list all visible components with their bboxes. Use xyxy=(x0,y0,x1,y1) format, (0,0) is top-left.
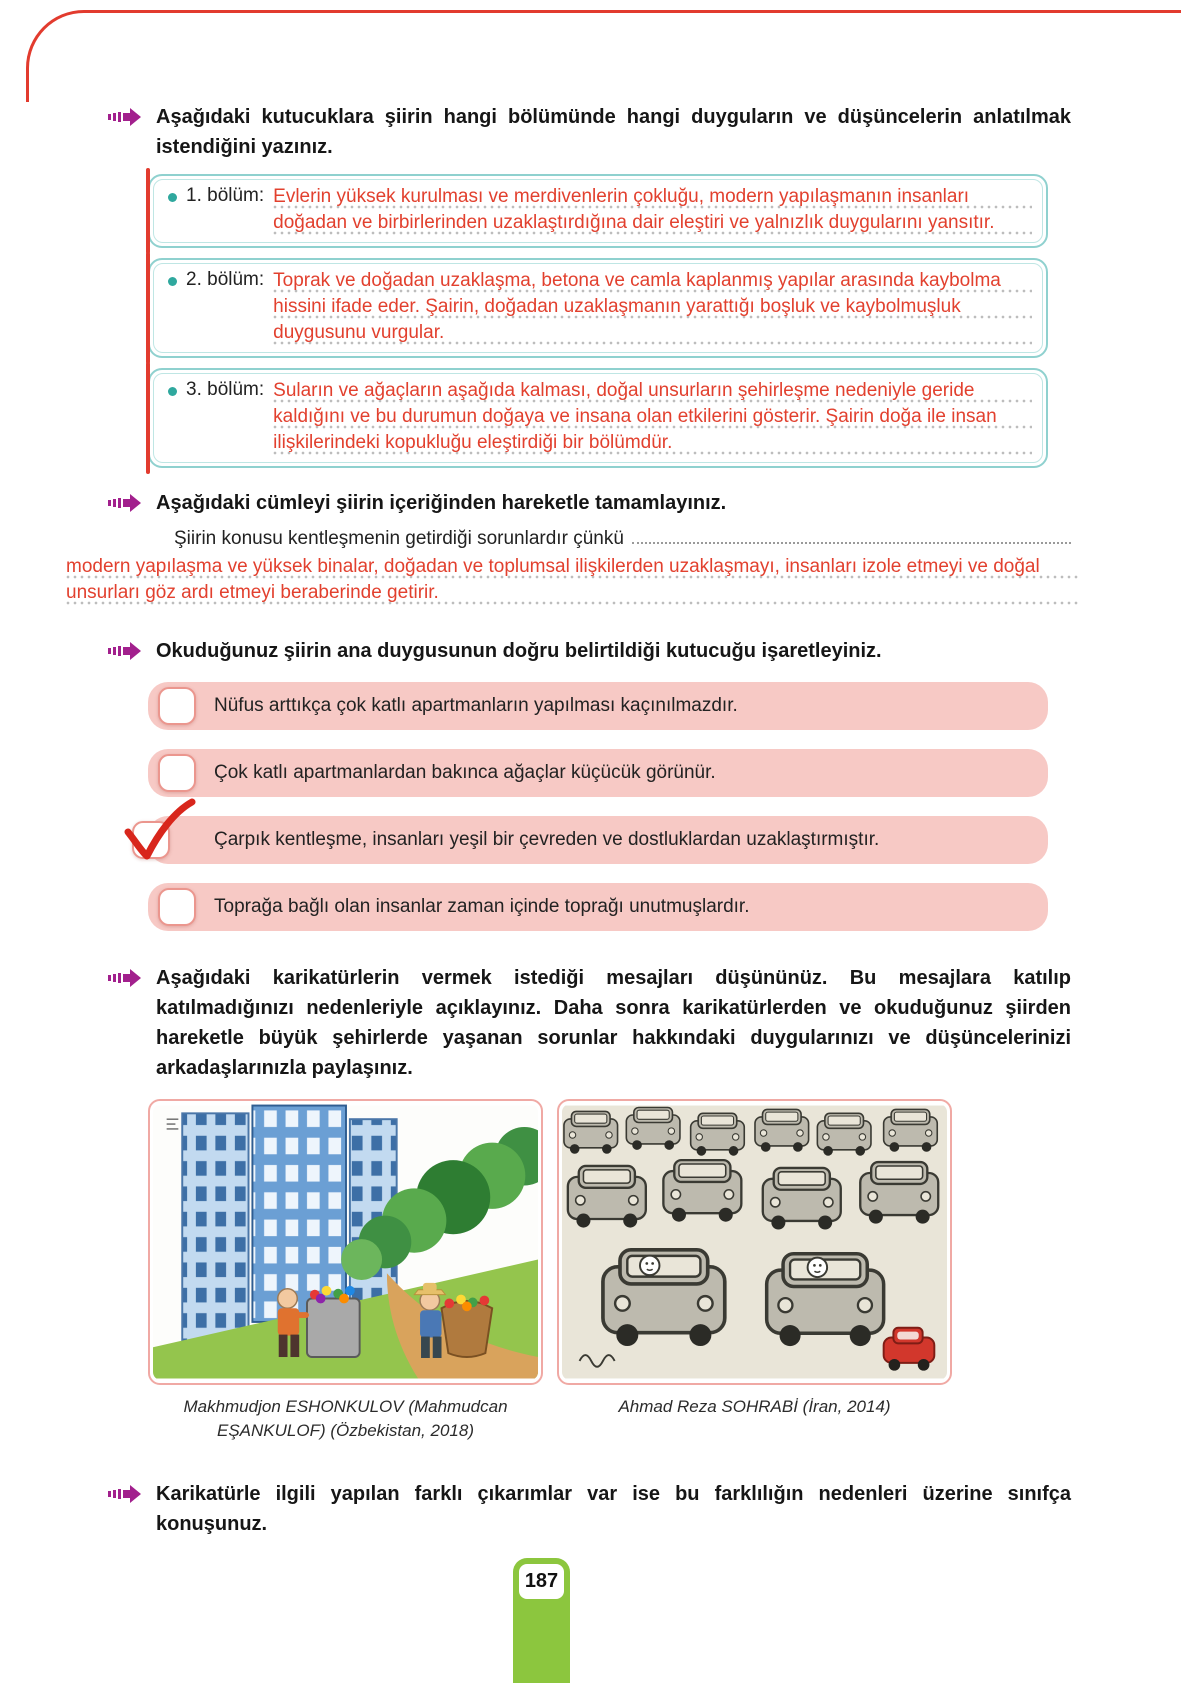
task-3 xyxy=(108,636,1111,931)
section-2-label: 2. bölüm: xyxy=(186,269,265,290)
task-5-instruction: Karikatürle ilgili yapılan farklı çıkarımlar var ise bu farklılığın nedenleri üzerine sınıfça konuşunuz. xyxy=(156,1482,1071,1535)
answer-boxes xyxy=(148,174,1048,468)
task-marker-icon xyxy=(108,1484,142,1504)
section-3-label: 3. bölüm: xyxy=(186,379,265,400)
task-2-answer: modern yapılaşma ve yüksek binalar, doğadan ve toplumsal ilişkilerden uzaklaşmayı, insanları izole etmeyi ve doğal unsurları göz ardı etmeyi beraberinde getirir. xyxy=(66,554,1081,606)
checkbox[interactable] xyxy=(158,754,196,792)
task-5-header xyxy=(108,1479,1111,1539)
task-marker-icon xyxy=(108,493,142,513)
option-label: Toprağa bağlı olan insanlar zaman içinde toprağı unutmuşlardır. xyxy=(214,895,750,917)
option-row-3 xyxy=(148,816,1048,864)
red-accent-bar xyxy=(146,168,150,254)
task-4 xyxy=(108,963,1111,1443)
page-number-tab xyxy=(513,1558,570,1683)
section-3-answer: Suların ve ağaçların aşağıda kalması, doğal unsurların şehirleşme nedeniyle geride kaldığını ve bu durumun doğaya ve insana olan etkilerini gösterir. Şairin doğa ile insan ilişkilerindeki kopukluğu eleştirdiği bir bölümdür. xyxy=(273,378,1032,456)
task-3-header xyxy=(108,636,1111,666)
captions-row xyxy=(148,1395,1111,1443)
answer-box-section-2[interactable] xyxy=(148,258,1048,358)
task-4-instruction: Aşağıdaki karikatürlerin vermek istediği mesajları düşününüz. Bu mesajlara katılıp katılmadığınızı nedenleriyle açıklayınız. Daha sonra karikatürlerden ve okuduğunuz şiirden hareketle büyük şehirlerde yaşanan sorunlar hakkındaki duygularınızı ve düşüncelerinizi arkadaşlarınızla paylaşınız. xyxy=(156,966,1071,1079)
section-1-label: 1. bölüm: xyxy=(186,185,265,206)
option-row-2 xyxy=(148,749,1048,797)
task-marker-icon xyxy=(108,641,142,661)
option-row-4 xyxy=(148,883,1048,931)
cartoon-frame-right xyxy=(557,1099,952,1385)
answer-box-section-3[interactable] xyxy=(148,368,1048,468)
cartoon-right-caption: Ahmad Reza SOHRABİ (İran, 2014) xyxy=(618,1396,891,1416)
option-label: Nüfus arttıkça çok katlı apartmanların yapılması kaçınılmazdır. xyxy=(214,694,738,716)
checkbox[interactable] xyxy=(158,888,196,926)
section-1-answer: Evlerin yüksek kurulması ve merdivenlerin çokluğu, modern yapılaşmanın insanları doğadan ve birbirlerinden uzaklaştırdığına dair eleştiri ve yalnızlık duygularını yansıtır. xyxy=(273,184,1032,236)
checkbox[interactable] xyxy=(132,821,170,859)
checkbox[interactable] xyxy=(158,687,196,725)
page-number: 187 xyxy=(519,1564,564,1599)
sentence-start: Şiirin konusu kentleşmenin getirdiği sorunlardır çünkü xyxy=(174,527,624,549)
task-1-header xyxy=(108,102,1111,162)
sentence-row xyxy=(174,526,1071,550)
cartoon-frame-left xyxy=(148,1099,543,1385)
option-label: Çok katlı apartmanlardan bakınca ağaçlar küçücük görünür. xyxy=(214,761,716,783)
task-2-header xyxy=(108,488,1111,518)
bullet-dot-icon xyxy=(168,277,177,286)
task-marker-icon xyxy=(108,107,142,127)
page-top-border xyxy=(26,10,1181,102)
task-2 xyxy=(66,488,1111,606)
cartoons-row xyxy=(148,1099,1111,1385)
task-3-instruction: Okuduğunuz şiirin ana duygusunun doğru belirtildiği kutucuğu işaretleyiniz. xyxy=(156,639,882,662)
task-5 xyxy=(108,1479,1111,1539)
bullet-dot-icon xyxy=(168,387,177,396)
task-marker-icon xyxy=(108,968,142,988)
section-2-answer: Toprak ve doğadan uzaklaşma, betona ve camla kaplanmış yapılar arasında kaybolma hissini ifade eder. Şairin, doğadan uzaklaşmanın yarattığı boşluk ve kaybolmuşluk duygusunu vurgular. xyxy=(273,268,1032,346)
cartoon-city-and-nature-illustration xyxy=(153,1104,538,1380)
option-row-1 xyxy=(148,682,1048,730)
task-2-instruction: Aşağıdaki cümleyi şiirin içeriğinden hareketle tamamlayınız. xyxy=(156,492,727,514)
task-1-instruction: Aşağıdaki kutucuklara şiirin hangi bölümünde hangi duyguların ve düşüncelerin anlatılmak istendiğini yazınız. xyxy=(156,106,1071,158)
bullet-dot-icon xyxy=(168,193,177,202)
cartoon-traffic-jam-illustration xyxy=(562,1104,947,1380)
option-label: Çarpık kentleşme, insanları yeşil bir çevreden ve dostluklardan uzaklaştırmıştır. xyxy=(214,828,880,850)
task-4-header xyxy=(108,963,1111,1083)
red-accent-bar xyxy=(146,362,150,474)
dotted-answer-line[interactable] xyxy=(632,526,1071,544)
page-content xyxy=(0,102,1181,1539)
answer-box-section-1[interactable] xyxy=(148,174,1048,248)
task-1 xyxy=(108,102,1111,468)
cartoon-left-caption: Makhmudjon ESHONKULOV (Mahmudcan EŞANKULOF) (Özbekistan, 2018) xyxy=(183,1396,508,1440)
options-list xyxy=(148,682,1048,931)
red-accent-bar xyxy=(146,252,150,364)
